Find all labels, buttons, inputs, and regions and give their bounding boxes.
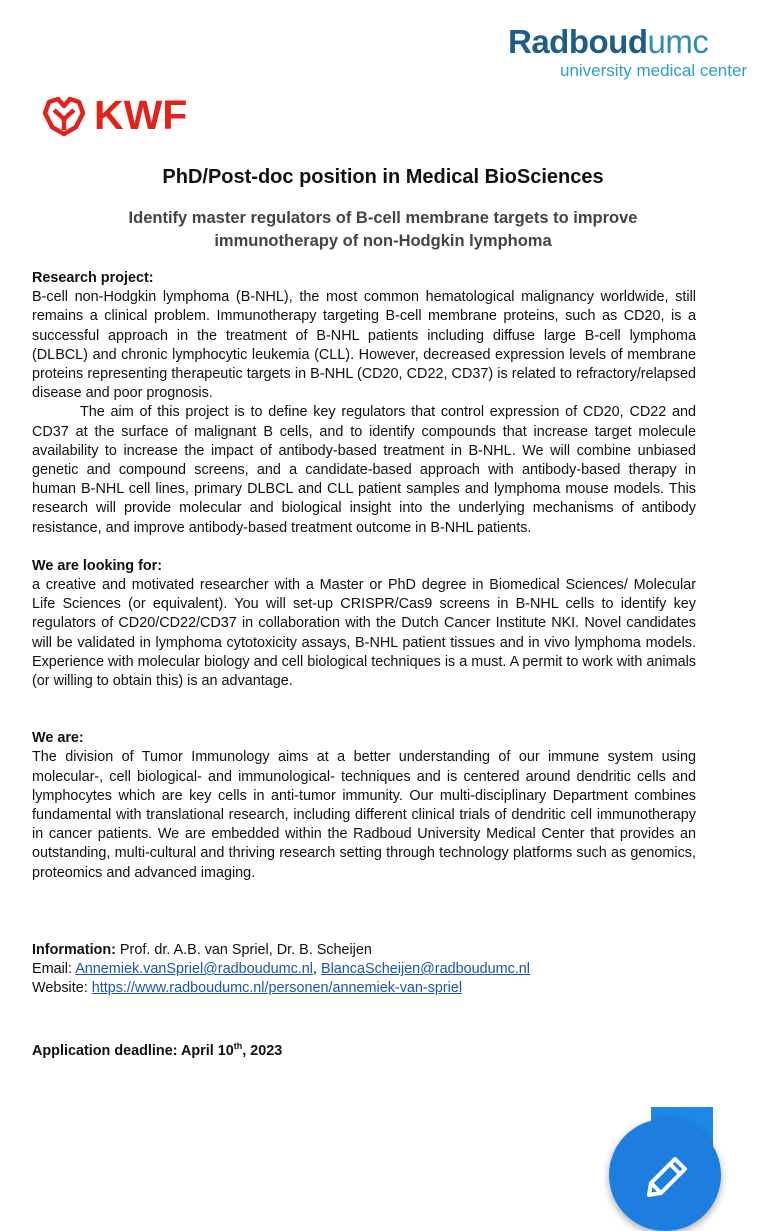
email-line: [32, 960, 696, 979]
document-body: [32, 269, 696, 1061]
we-are-heading: We are:: [32, 730, 84, 747]
kwf-text: KWF: [94, 92, 188, 138]
looking-for-heading: We are looking for:: [32, 557, 163, 574]
kwf-logo: [40, 92, 187, 139]
looking-for-text: a creative and motivated researcher with a Master or PhD degree in Biomedical Sciences/ Molecular Life Sciences (or equivalent). You will set-up CRISPR/Cas9 screens in B-NHL cells to identify key regulators of CD20/CD22/CD37 in collaboration with the Dutch Cancer Institute NKI. Novel candidates will be validated in lymphoma cytotoxicity assays, B-NHL patient tissues and in vivo lymphoma models. Experience with molecular biology and cell biological techniques is a must. A permit to work with animals (or willing to obtain this) is an advantage.: [32, 577, 696, 690]
website-link[interactable]: https://www.radboudumc.nl/personen/annemiek-van-spriel: [91, 980, 463, 997]
application-deadline: [32, 1037, 696, 1061]
deadline-year: , 2023: [242, 1042, 283, 1059]
project-subtitle: [60, 207, 706, 253]
radboudumc-logo: [508, 24, 753, 82]
research-heading: Research project:: [32, 270, 154, 286]
research-paragraph-2: The aim of this project is to define key regulators that control expression of CD20, CD22 and CD37 at the surface of malignant B cells, and to identify compounds that increase target molecule availability to increase the impact of antibody-based treatment in B-NHL. We will combine unbiased genetic and compound screens, and a candidate-based approach with antibody-based therapy in human B-NHL cell lines, primary DLBCL and CLL patient samples and lymphoma mouse models. This research will provide molecular and biological insight into the underlying mechanisms of antibody resistance, and improve antibody-based treatment outcome in B-NHL patients.: [32, 404, 696, 536]
email-link-vanspriel[interactable]: Annemiek.vanSpriel@radboudumc.nl: [75, 961, 313, 978]
research-paragraph-1: B-cell non-Hodgkin lymphoma (B-NHL), the most common hematological malignancy worldwide, still remains a clinical problem. Immunotherapy targeting B-cell membrane proteins, such as CD20, is a successful approach in the treatment of B-NHL patients including diffuse large B-cell lymphoma (DLBCL) and chronic lymphocytic leukemia (CLL). However, decreased expression levels of membrane proteins representing therapeutic targets in B-NHL (CD20, CD22, CD37) is related to refractory/relapsed disease and poor prognosis.: [32, 289, 696, 402]
website-line: [32, 979, 696, 998]
radboud-umc-suffix: umc: [647, 23, 709, 60]
page-title: PhD/Post-doc position in Medical BioSciences: [162, 166, 604, 188]
edit-fab-button[interactable]: [609, 1119, 721, 1231]
deadline-superscript: th: [233, 1040, 243, 1051]
subtitle-line-2: immunotherapy of non-Hodgkin lymphoma: [214, 232, 552, 250]
radboud-tagline: university medical center: [560, 61, 748, 80]
radboud-name: Radboud: [508, 23, 648, 60]
we-are-text: The division of Tumor Immunology aims at a better understanding of our immune system using molecular-, cell biological- and immunological- techniques and is centered around dendritic cells and lymphocytes which are key cells in anti-tumor immunity. Our multi-disciplinary Department combines fundamental with translational research, including different clinical trials of dendritic cell immunotherapy in cancer patients. We are embedded within the Radboud University Medical Center that provides an outstanding, multi-cultural and thriving research setting through technology platforms such as genomics, proteomics and advanced imaging.: [32, 749, 696, 881]
information-label: Information:: [32, 941, 116, 958]
email-link-scheijen[interactable]: BlancaScheijen@radboudumc.nl: [320, 961, 530, 978]
edit-pencil-icon: [637, 1143, 693, 1207]
email-separator: ,: [312, 961, 321, 978]
kwf-emblem-icon: [40, 94, 88, 138]
subtitle-line-1: Identify master regulators of B-cell membrane targets to improve: [128, 209, 638, 227]
website-label: Website:: [32, 980, 92, 997]
information-names: Prof. dr. A.B. van Spriel, Dr. B. Scheijen: [115, 941, 372, 958]
deadline-label: Application deadline: April 10: [32, 1042, 234, 1059]
information-line: [32, 941, 696, 960]
email-label: Email:: [32, 961, 76, 978]
